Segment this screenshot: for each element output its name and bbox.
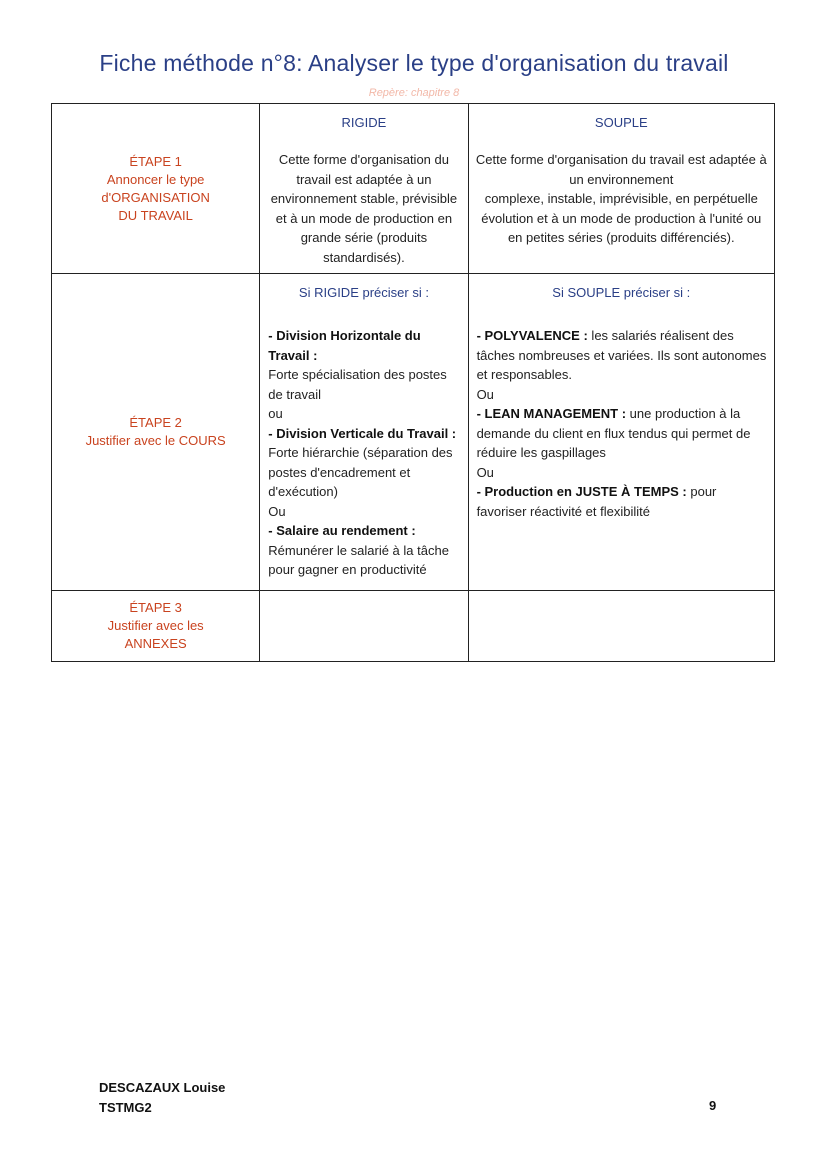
step1-cell [52,104,260,274]
souple-criterion-1-text: les salariés réalisent des tâches nombreuses et variées. Ils sont autonomes et responsables. [476,328,767,382]
souple-criteria-list [469,302,774,531]
step2-instruction: Justifier avec le COURS [85,432,226,448]
souple-description-line1: Cette forme d'organisation du travail est adaptée à un environnement [475,152,767,187]
souple-criteria-cell [468,274,774,591]
souple-description [469,132,774,254]
rigide-criterion-3-text: Rémunérer le salarié à la tâche pour gagner en productivité [268,542,449,577]
souple-description-cell [468,104,774,274]
step1-instruction: Annoncer le type d'ORGANISATION [101,171,210,205]
table-row-step2 [52,274,775,591]
souple-criterion-3 [477,482,768,521]
page-subtitle: Repère: chapitre 8 [368,87,460,99]
souple-description-line2: complexe, instable, imprévisible, en perpétuelle évolution et à un mode de production à l'unité ou en petites séries (produits différenciés). [481,191,762,245]
rigide-or-1: ou [268,406,283,421]
rigide-criterion-1-label: - Division Horizontale du Travail : [268,328,421,363]
rigide-criteria-header: Si RIGIDE préciser si : [298,285,429,300]
page-title: Fiche méthode n°8: Analyser le type d'organisation du travail [99,50,729,76]
souple-criterion-1-label: - POLYVALENCE : [476,328,588,343]
footer-author-block [99,1078,225,1118]
step3-cell [52,590,260,661]
souple-criterion-3-text: pour favoriser réactivité et flexibilité [476,484,717,519]
souple-criteria-header: Si SOUPLE préciser si : [552,285,691,300]
souple-criterion-2 [477,404,768,463]
souple-annexes-cell [468,590,774,661]
column-header-souple: SOUPLE [594,115,648,130]
rigide-criteria-cell [260,274,468,591]
step1-instruction-cont: DU TRAVAIL [118,207,193,223]
rigide-or-2: Ou [268,503,286,519]
rigide-criterion-3-label: - Salaire au rendement : [268,523,416,538]
step3-instruction-cont: ANNEXES [124,635,187,651]
souple-criterion-2-text: une production à la demande du client en flux tendus qui permet de réduire les gaspillages [476,406,751,460]
step3-instruction: Justifier avec les [107,617,204,633]
rigide-criteria-list [260,302,467,590]
step3-number: ÉTAPE 3 [129,599,182,615]
souple-criterion-3-label: - Production en JUSTE À TEMPS : [476,484,687,499]
rigide-description: Cette forme d'organisation du travail est adaptée à un environnement stable, prévisible et à un mode de production en grande série (produits standardisés). [270,152,458,265]
souple-criterion-2-label: - LEAN MANAGEMENT : [476,406,627,421]
souple-or-2: Ou [476,464,494,480]
column-header-rigide: RIGIDE [341,115,387,130]
rigide-annexes-cell [260,590,468,661]
method-table [51,103,775,662]
footer-author: DESCAZAUX Louise [99,1080,226,1095]
page-number: 9 [709,1098,717,1113]
step2-cell [52,274,260,591]
rigide-description-cell [260,104,468,274]
rigide-criterion-1-text: Forte spécialisation des postes de travail [268,367,447,402]
footer-class: TSTMG2 [99,1100,152,1115]
step2-number: ÉTAPE 2 [129,414,182,430]
table-row-step1 [52,104,775,274]
step1-number: ÉTAPE 1 [129,153,182,169]
souple-or-1: Ou [476,386,494,402]
rigide-criterion-2-text: Forte hiérarchie (séparation des postes d'encadrement et d'exécution) [268,445,453,499]
rigide-criterion-2-label: - Division Verticale du Travail : [268,425,457,441]
souple-criterion-1 [477,326,768,385]
table-row-step3 [52,590,775,661]
